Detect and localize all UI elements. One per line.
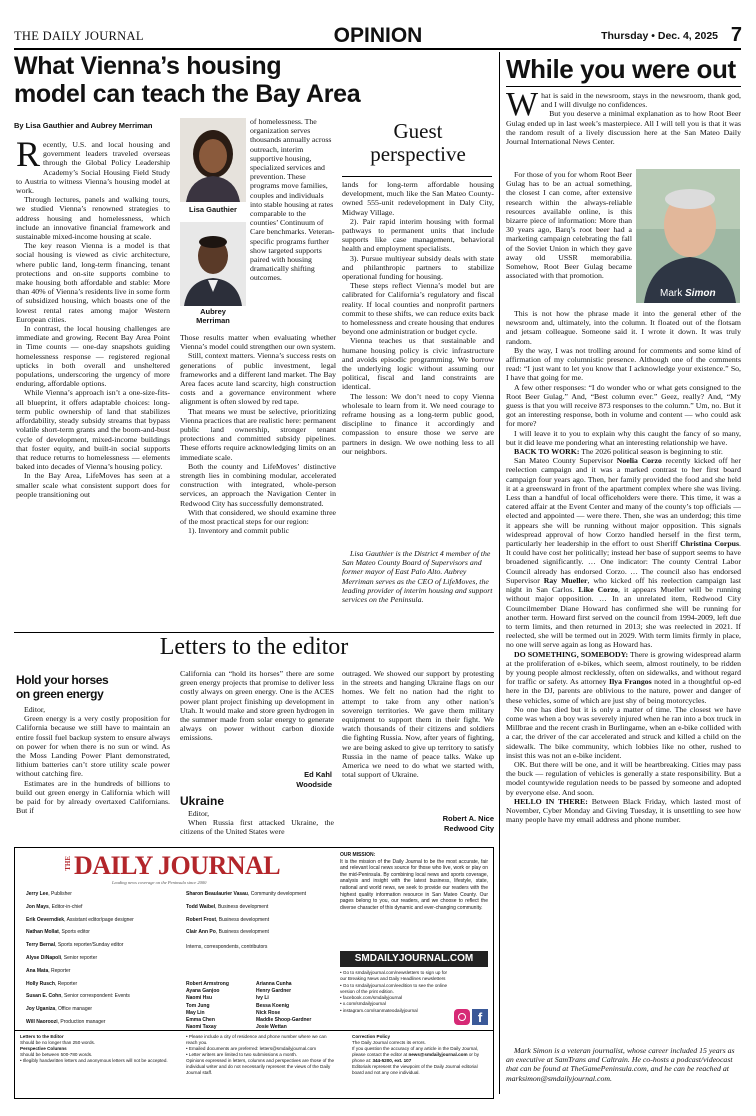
issue-date: Thursday • Dec. 4, 2025 <box>601 30 718 42</box>
paragraph: The key reason Vienna is a model is that social housing is viewed as civic architecture, where public land, long-term financing, tenant protections and on-site supports combine to make housing both affordable and stable: More than 40% of Vienna’s residents live in some form of subsidized housing, which boasts one of the lowest rental rates among major Western European cities. <box>16 241 170 324</box>
aubrey-merriman-photo <box>180 222 246 306</box>
bio-text: Mark Simon is a veteran journalist, whose career included 15 years as an executive at SamTrans and Caltrain. He co-hosts a podcast/videocast that can be found at TheGamePeninsula.com, and he can be reached at marksimon@smdailyjournal.com. <box>506 1046 735 1083</box>
author-bio <box>342 549 494 604</box>
letter-1-signature <box>180 770 332 790</box>
paragraph: DO SOMETHING, SOMEBODY: There is growing widespread alarm at the proliferation of e-bikes, which seem, almost routinely, to be ridden by young people almost recklessly, often on sidewalks, and without regard for traffic or safety. As attorney Ilya Frangos noted in a thoughtful op-ed here in the DJ, parents are oblivious to the nature, power and danger of these vehicles, some of which are just shy of being motorcycles. <box>506 649 741 705</box>
letter-2-column-1 <box>180 809 334 841</box>
paragraph: This is not how the phrase made it into the general ether of the newsroom and, ultimately, into the column. It floated out of the flotsam and jetsam colleague. Someone said it. I wrote it down. It was truly random. <box>506 309 741 346</box>
paragraph: The lesson: We don’t need to copy Vienna wholesale to learn from it. We need courage to reframe housing as a long-term public good, discipline to finance it accordingly and compassion to ensure those we serve are partners in design. We owe nothing less to all our neighbors. <box>342 391 494 456</box>
staff-list-right <box>186 890 316 952</box>
headline-line: on green energy <box>16 687 104 701</box>
policy-text: If you question the accuracy of any article in the Daily Journal, please contact the editor at news@smdailyjournal.com or by phone at: 344-5200, ext. 107 <box>352 1046 480 1063</box>
letter-2-column-2 <box>342 669 494 811</box>
intern-name: Henry Gardner <box>256 988 292 995</box>
intern-name: Ivy Li <box>256 995 269 1002</box>
staff-entry: Terry Bernal, Sports reporter/Sunday editor <box>26 942 124 949</box>
staff-entry: Clair Ann Po, Business development <box>186 929 269 936</box>
paragraph: For those of you for whom Root Beer Gulag has to be an actual something, the closest I can come, after extensive research within the always-reliable resources available online, is this bizarre piece of information: More than 30 years ago, Barq’s root beer had a marketing campaign celebrating the fall of the Soviet Union in which they gave away old USSR memorabilia. Somehow, Root Beer Gulag became associated with that promotion. <box>506 170 632 281</box>
policy-text: Emailed documents are preferred: letters@smdailyjournal.com <box>188 1046 317 1051</box>
paragraph: Both the county and LifeMoves’ distinctive strength lies in combining modular, accelerated construction with integrated, whole-person services, an approach the Navigation Center in Redwood City has successfully demonstrated. <box>180 461 336 508</box>
policy-text: Letter writers are limited to two submissions a month. <box>188 1052 298 1057</box>
columnist-bio <box>506 1046 741 1083</box>
paragraph: That means we must be selective, prioritizing Vienna practices that are realistic here: permanent public land ownership, stronger tenant protections and committed subsidy pipelines. These efforts require acknowledging limits on an immediate scale. <box>180 406 336 462</box>
staff-entry: Alyse DiNapoli, Senior reporter <box>26 954 98 961</box>
column-body <box>506 309 741 1042</box>
mission-statement <box>340 852 488 911</box>
staff-entry: Holly Rusch, Reporter <box>26 980 78 987</box>
logo-tagline: Leading news coverage on the Peninsula since 2000 <box>112 880 207 885</box>
paragraph: A few other responses: “I do wonder who or what gets consigned to the Root Beer Gulag.” And, “Best column ever.” Geez, really? And, “My guess is that you will receive 873 responses to the column.” Um, no. But it got an interesting response, both in volume and content — who could ask for more? <box>506 382 741 429</box>
column-intro <box>506 91 741 169</box>
mark-simon-photo <box>636 169 740 303</box>
caption-line: Aubrey <box>200 307 226 316</box>
x-link[interactable]: • x.com/smdailyjournal <box>340 1001 386 1007</box>
salutation: Editor, <box>24 705 46 714</box>
staff-entry: Jon Mays, Editor-in-chief <box>26 903 83 910</box>
mission-text: It is the mission of the Daily Journal to be the most accurate, fair and relevant local news source for those who live, work or play on the mid-Peninsula. By combining local news and sports coverage, analysis and insight with the latest business, lifestyle, state, national and world news, we seek to provide our readers with the highest quality information resource in San Mateo County. Our pages belong to you, our readers, and we choose to reflect the diverse character of this dynamic and ever-changing community. <box>340 858 488 911</box>
intern-name: Tom Jung <box>186 1002 210 1009</box>
guest-perspective-label <box>342 120 494 166</box>
paragraph: ecently, U.S. and local housing and government leaders traveled overseas through the Global Policy Leadership Academy’s Social Housing Field Study to Austria to witness Vienna’s housing model at work. <box>16 140 170 196</box>
signature-city: Redwood City <box>444 824 494 833</box>
instagram-icon[interactable] <box>454 1009 470 1025</box>
eedition-link[interactable]: • Go to smdailyjournal.com/eedition to see the online version of the print edition. <box>340 982 448 994</box>
lisa-gauthier-photo <box>180 118 246 202</box>
paragraph: With that considered, we should examine three of the most practical steps for our region: <box>180 507 336 527</box>
section-title: OPINION <box>333 24 423 47</box>
drop-cap: R <box>16 140 41 174</box>
article-column-2 <box>180 333 336 629</box>
staff-entry: Erik Oeverndiek, Assistant editor/page designer <box>26 916 134 923</box>
policy-text: Editorials represent the viewpoint of the Daily Journal editorial board and not any one individual. <box>352 1064 478 1075</box>
paragraph: 2). Pair rapid interim housing with formal pathways to permanent units that include supports like case management, behavioral health and employment specialists. <box>342 216 494 254</box>
correction-policy <box>352 1034 488 1076</box>
letter-headline <box>16 673 108 701</box>
letters-policy: Letters to the Editor Should be no longer than 250 words. Perspective Columns Should be between 500-780 words. • Illegibly handwritten letters and anonymous letters will not be accepted. <box>20 1034 180 1064</box>
letter-2-signature <box>342 814 494 834</box>
article-headline <box>14 52 360 108</box>
label-line: Guest <box>393 119 443 143</box>
submission-policy: • Please include a city of residence and phone number where we can reach you. • Emailed documents are preferred: letters@smdailyjournal.com • Letter writers are limited to two submissions a month. Opinions expressed in letters, columns and perspectives are those of the individual writer and do not necessarily represent the views of the Daily Journal staff. <box>186 1034 335 1075</box>
interns-list-1 <box>186 981 250 1031</box>
column-divider <box>499 52 500 1094</box>
paragraph: San Mateo County Supervisor Noelia Corzo recently kicked off her reelection campaign and it was a marked contrast to her first board campaign four years ago. Then, her family provided the food and she held it at a greensward in front of the apartment complex where she was living. Less than a handful of local officeholders were there. This time, it was a catered affair at the Event Center and many of the county’s top officials — elected and appointed — were there. Then, she was an underdog; this time it appears she will be running without major opposition. This signals widespread approval of how Corzo handled herself in the first term, particularly her leadership in the effort to oust Sheriff Christina Corpus. It could have cost her politically; instead her base of support seems to have broadened significantly. … One indicator: The county Central Labor Council already has endorsed Corzo. … The council also has endorsed Supervisor Ray Mueller, who kicked off his reelection campaign last night in San Carlos. Like Corzo, it appears Mueller will be running without major opposition. … In an unrelated item, Redwood City Councilmember Diane Howard has confirmed she will be running for another term. Howard first served on the council from 1994-2009, left due to term limits, and then returned in 2013; she was reelected in 2021. If reelected, she will be termed out in 2029. With term limits firmly in place, no one will serve again as long as Howard has. <box>506 456 741 650</box>
paragraph: In contrast, the local housing challenges are immediate and growing. Recent Bay Area Point in Time counts — one-day snapshots guiding homelessness response — registered regional upticks in both overall and unsheltered populations, underscoring the urgency of more enduring, affordable options. <box>16 324 170 389</box>
paragraph: outraged. We showed our support by protesting in the streets and hanging Ukraine flags on our homes. We felt no nation had the right to attempt to take from any other nation’s sovereign territories. We gave them military equipment to support them in their fight. We watch thousands of their citizens and soldiers die fighting Russia. Now, after years of fighting, we are being asked to give up territory to satisfy Russia in the name of peace talks. Wake up America we need to do what we started with, total support of Ukraine. <box>342 669 494 780</box>
staff-entry: Sharon Beaulaurier Vasau, Community development <box>186 891 307 897</box>
byline: By Lisa Gauthier and Aubrey Merriman <box>14 121 153 130</box>
intern-name: Emma Chen <box>186 1017 215 1024</box>
paragraph: California can “hold its horses” there are some green energy projects that promise to deliver less costly always on green energy. One is the ACES power plant project finishing up development in Utah. It would make and store green hydrogen in the summer made from solar energy to generate always on power without carbon dioxide emissions. <box>180 669 334 743</box>
policy-text: Opinions expressed in letters, columns and perspectives are those of the individual writer and do not necessarily represent the views of the Daily Journal staff. <box>186 1058 335 1075</box>
paragraph: BACK TO WORK: The 2026 political season is beginning to stir. <box>514 447 723 457</box>
drop-cap: W <box>506 91 539 123</box>
signature-city: Woodside <box>296 780 332 789</box>
letter-1-column-2 <box>180 669 334 777</box>
policy-text: Illegibly handwritten letters and anonymous letters will not be accepted. <box>22 1058 168 1063</box>
signature-name: Ed Kahl <box>304 770 332 779</box>
column-beside-photo <box>506 170 632 308</box>
caption-line: Merriman <box>196 316 230 325</box>
staff-entry: Jerry Lee, Publisher <box>26 891 72 897</box>
paragraph: 1). Inventory and commit public <box>188 526 290 536</box>
intern-name: Ayana Ganjoo <box>186 988 220 995</box>
paragraph: I will leave it to you to explain why this caught the fancy of so many, but it did leave me pondering what an interesting relationship we have. <box>506 428 741 447</box>
intern-name: Robert Armstrong <box>186 981 229 987</box>
website-link[interactable]: SMDAILYJOURNAL.COM <box>340 951 488 967</box>
article-column-3 <box>342 180 494 545</box>
paragraph: But you deserve a minimal explanation as to how Root Beer Gulag ended up in last week’s masterpiece. All I will tell you is that it was the random result of a lively discussion here at the San Mateo Daily Journal International News Center. <box>506 109 741 147</box>
paragraph: hat is said in the newsroom, stays in the newsroom, thank god, and I will divulge no confidences. <box>541 91 741 110</box>
staff-entry: Todd Waibel, Business development <box>186 903 269 910</box>
staff-entry: Ana Mata, Reporter <box>26 967 71 974</box>
policy-text: The Daily Journal corrects its errors. <box>352 1040 426 1045</box>
policy-text: Please include a city of residence and phone number where we can reach you. <box>186 1034 327 1045</box>
paragraph: Vienna teaches us that sustainable and humane housing policy is civic infrastructure and avoids episodic programming. We borrow the underlying logic without assuming our political, fiscal and land constraints are identical. <box>342 336 494 392</box>
web-links <box>340 970 452 1014</box>
intern-name: Arianna Cunha <box>256 981 292 987</box>
bio-text: Lisa Gauthier is the District 4 member of the San Mateo County Board of Supervisors and former mayor of East Palo Alto. Aubrey Merriman serves as the CEO of LifeMoves, the leading provider of interim housing and support services on the Peninsula. <box>342 549 493 605</box>
interns-list-2 <box>256 981 320 1031</box>
facebook-link[interactable]: • facebook.com/smdailyjournal <box>340 995 403 1001</box>
policy-title: Perspective Columns <box>20 1046 67 1051</box>
paragraph: When Russia first attacked Ukraine, the citizens of the United States were <box>180 818 334 837</box>
paragraph: Green energy is a very costly proposition for California because we still have to maintain an entire fossil fuel backup system to ensure always on power for when there is no sun or wind. As the Moss Landing Power Plant demonstrated, lithium batteries can’t store utility scale power without catching fire. <box>16 714 170 779</box>
staff-entry: Nathan Mollat, Sports editor <box>26 929 90 936</box>
paper-name: THE DAILY JOURNAL <box>14 29 144 43</box>
paragraph: Still, context matters. Vienna’s success rests on generations of public investment, legal frameworks and a different land market. The Bay Area faces acute land scarcity, high construction costs and a governance environment where alignment is often slowed by red tape. <box>180 351 336 407</box>
headline-line-2: model can teach the Bay Area <box>14 80 361 108</box>
intern-name: Naomi Hsu <box>186 995 213 1002</box>
instagram-link[interactable]: • instagram.com/sanmateodailyjournal <box>340 1007 418 1013</box>
divider <box>506 86 741 87</box>
paragraph: HELLO IN THERE: Between Black Friday, which lasted most of November, Cyber Monday and Giving Tuesday, it is unsettling to see how many people have my email address and phone number. <box>506 796 741 825</box>
staff-entry: Will Naoroozi, Production manager <box>26 1018 106 1025</box>
staff-entry: Susan E. Cohn, Senior correspondent: Events <box>26 993 130 1000</box>
signature-name: Robert A. Nice <box>442 814 494 823</box>
intern-name: Josie Wettan <box>256 1024 287 1031</box>
page-number: 7 <box>730 24 742 46</box>
policy-text: Should be no longer than 250 words. <box>20 1040 96 1045</box>
intern-name: Maddie Shoop-Gardner <box>256 1017 312 1024</box>
paragraph: In the Bay Area, LifeMoves has seen at a smaller scale what consistent support does for people transitioning out <box>16 471 170 499</box>
interns-label: Interns, correspondents, contributors <box>186 944 268 951</box>
logo-the: THE <box>64 856 72 871</box>
paragraph: Estimates are in the hundreds of billions to build out green energy in California which will be paid for by already overtaxed Californians. But if <box>16 778 170 816</box>
divider <box>342 176 492 177</box>
letter-1-column-1 <box>16 705 170 845</box>
paragraph: of homelessness. The organization serves thousands annually across outreach, interim supportive housing, specialized services and prevention. These programs move families, couples and individuals into stable housing at rates comparable to the counties’ Continuum of Care benchmarks. Veteran-specific programs further show targeted supports paired with housing dramatically shifting outcomes. <box>250 117 335 283</box>
daily-journal-logo <box>22 852 302 884</box>
facebook-icon[interactable]: f <box>472 1009 488 1025</box>
staff-list-left <box>26 890 186 1031</box>
letter-headline: Ukraine <box>180 794 225 808</box>
paragraph: Through lectures, panels and walking tours, we studied Vienna’s renowned strategies to address housing and homelessness, which include an innovative financial framework and sustainable mixed-income housing at scale. <box>16 195 170 242</box>
photo-caption: Mark Simon <box>660 288 716 299</box>
letters-section-title: Letters to the editor <box>159 634 349 660</box>
headline-line: Hold your horses <box>16 673 109 687</box>
paragraph: By the way, I was not trolling around for comments and some kind of affirmation of my columnistic presence. Although one of the comments read: “I just want to let you know that I acknowledge your existence.” So, I have that going for me. <box>506 345 741 383</box>
paragraph: lands for long-term affordable housing development, much like the San Mateo County-owned 555-unit redevelopment in Daly City, Midway Village. <box>342 180 494 217</box>
label-line: perspective <box>370 142 466 166</box>
policy-title: Correction Policy <box>352 1034 391 1039</box>
policy-text: Should be between 500-780 words. <box>20 1052 93 1057</box>
photo-caption: Lisa Gauthier <box>189 205 237 214</box>
paragraph: These steps reflect Vienna’s model but are calibrated for California’s regulatory and fiscal reality. If local counties and nonprofit partners commit to these shifts, we can reduce exits back to homelessness and create housing that endures beyond one administration or budget cycle. <box>342 281 494 337</box>
newsletter-link[interactable]: • Go to smdailyjournal.com/newsletters to sign up for our Breaking News and Daily Headlines newsletters <box>340 970 448 982</box>
paragraph: 3). Pursue multiyear subsidy deals with state and philanthropic partners to stabilize operational funding for housing. <box>342 253 494 282</box>
staff-entry: Joy Uganiza, Office manager <box>26 1006 93 1013</box>
article-column-2-top <box>250 117 335 332</box>
article-column-1 <box>16 140 170 610</box>
salutation: Editor, <box>188 809 210 818</box>
photo-caption <box>180 307 246 325</box>
divider <box>14 1030 494 1031</box>
intern-name: Naomi Taxay <box>186 1024 217 1031</box>
paragraph: No one has died but it is only a matter of time. The closest we have come was when a boy was severely injured when he ran into a box truck in Millbrae and the recent crash in Burlingame, when an e-bike collided with a car, the driver of the car accelerated and struck and killed a child on the sidewalk. The bike community, which lobbies like no other, rushed to insist this was not an e-bike incident. <box>506 704 741 760</box>
paragraph: While Vienna’s approach isn’t a one-size-fits-all blueprint, it offers adaptable choices: long-term public ownership of land that stabilizes affordability, steady subsidy streams that bypass volatile short-term grants and the boom-and-bust cycle of development, mixed-income buildings that foster equity, and built-in social supports that reduce returns to homelessness — elements baked into decades of Vienna’s housing policy. <box>16 388 170 472</box>
policy-title: Letters to the Editor <box>20 1034 64 1039</box>
paragraph: OK. But there will be one, and it will be heartbreaking. Cities may pass the buck — regulation of vehicles is generally a state responsibility. But a model countywide regulation needs to be passed by someone and adopted by everyone else. And soon. <box>506 759 741 797</box>
intern-name: Nick Rose <box>256 1009 281 1016</box>
intern-name: May Lin <box>186 1009 205 1016</box>
logo-text: DAILY JOURNAL <box>74 851 281 880</box>
letters-rule <box>14 632 494 633</box>
paragraph: Those results matter when evaluating whether Vienna’s model could strengthen our own system. <box>180 333 336 352</box>
staff-entry: Robert Frost, Business development <box>186 916 270 923</box>
headline-line-1: What Vienna’s housing <box>14 52 282 80</box>
page-header <box>0 0 756 48</box>
column-headline: While you were out <box>506 54 736 84</box>
mission-title: OUR MISSION: <box>340 852 376 858</box>
intern-name: Bessa Koenig <box>256 1002 290 1009</box>
header-rule <box>14 48 741 50</box>
